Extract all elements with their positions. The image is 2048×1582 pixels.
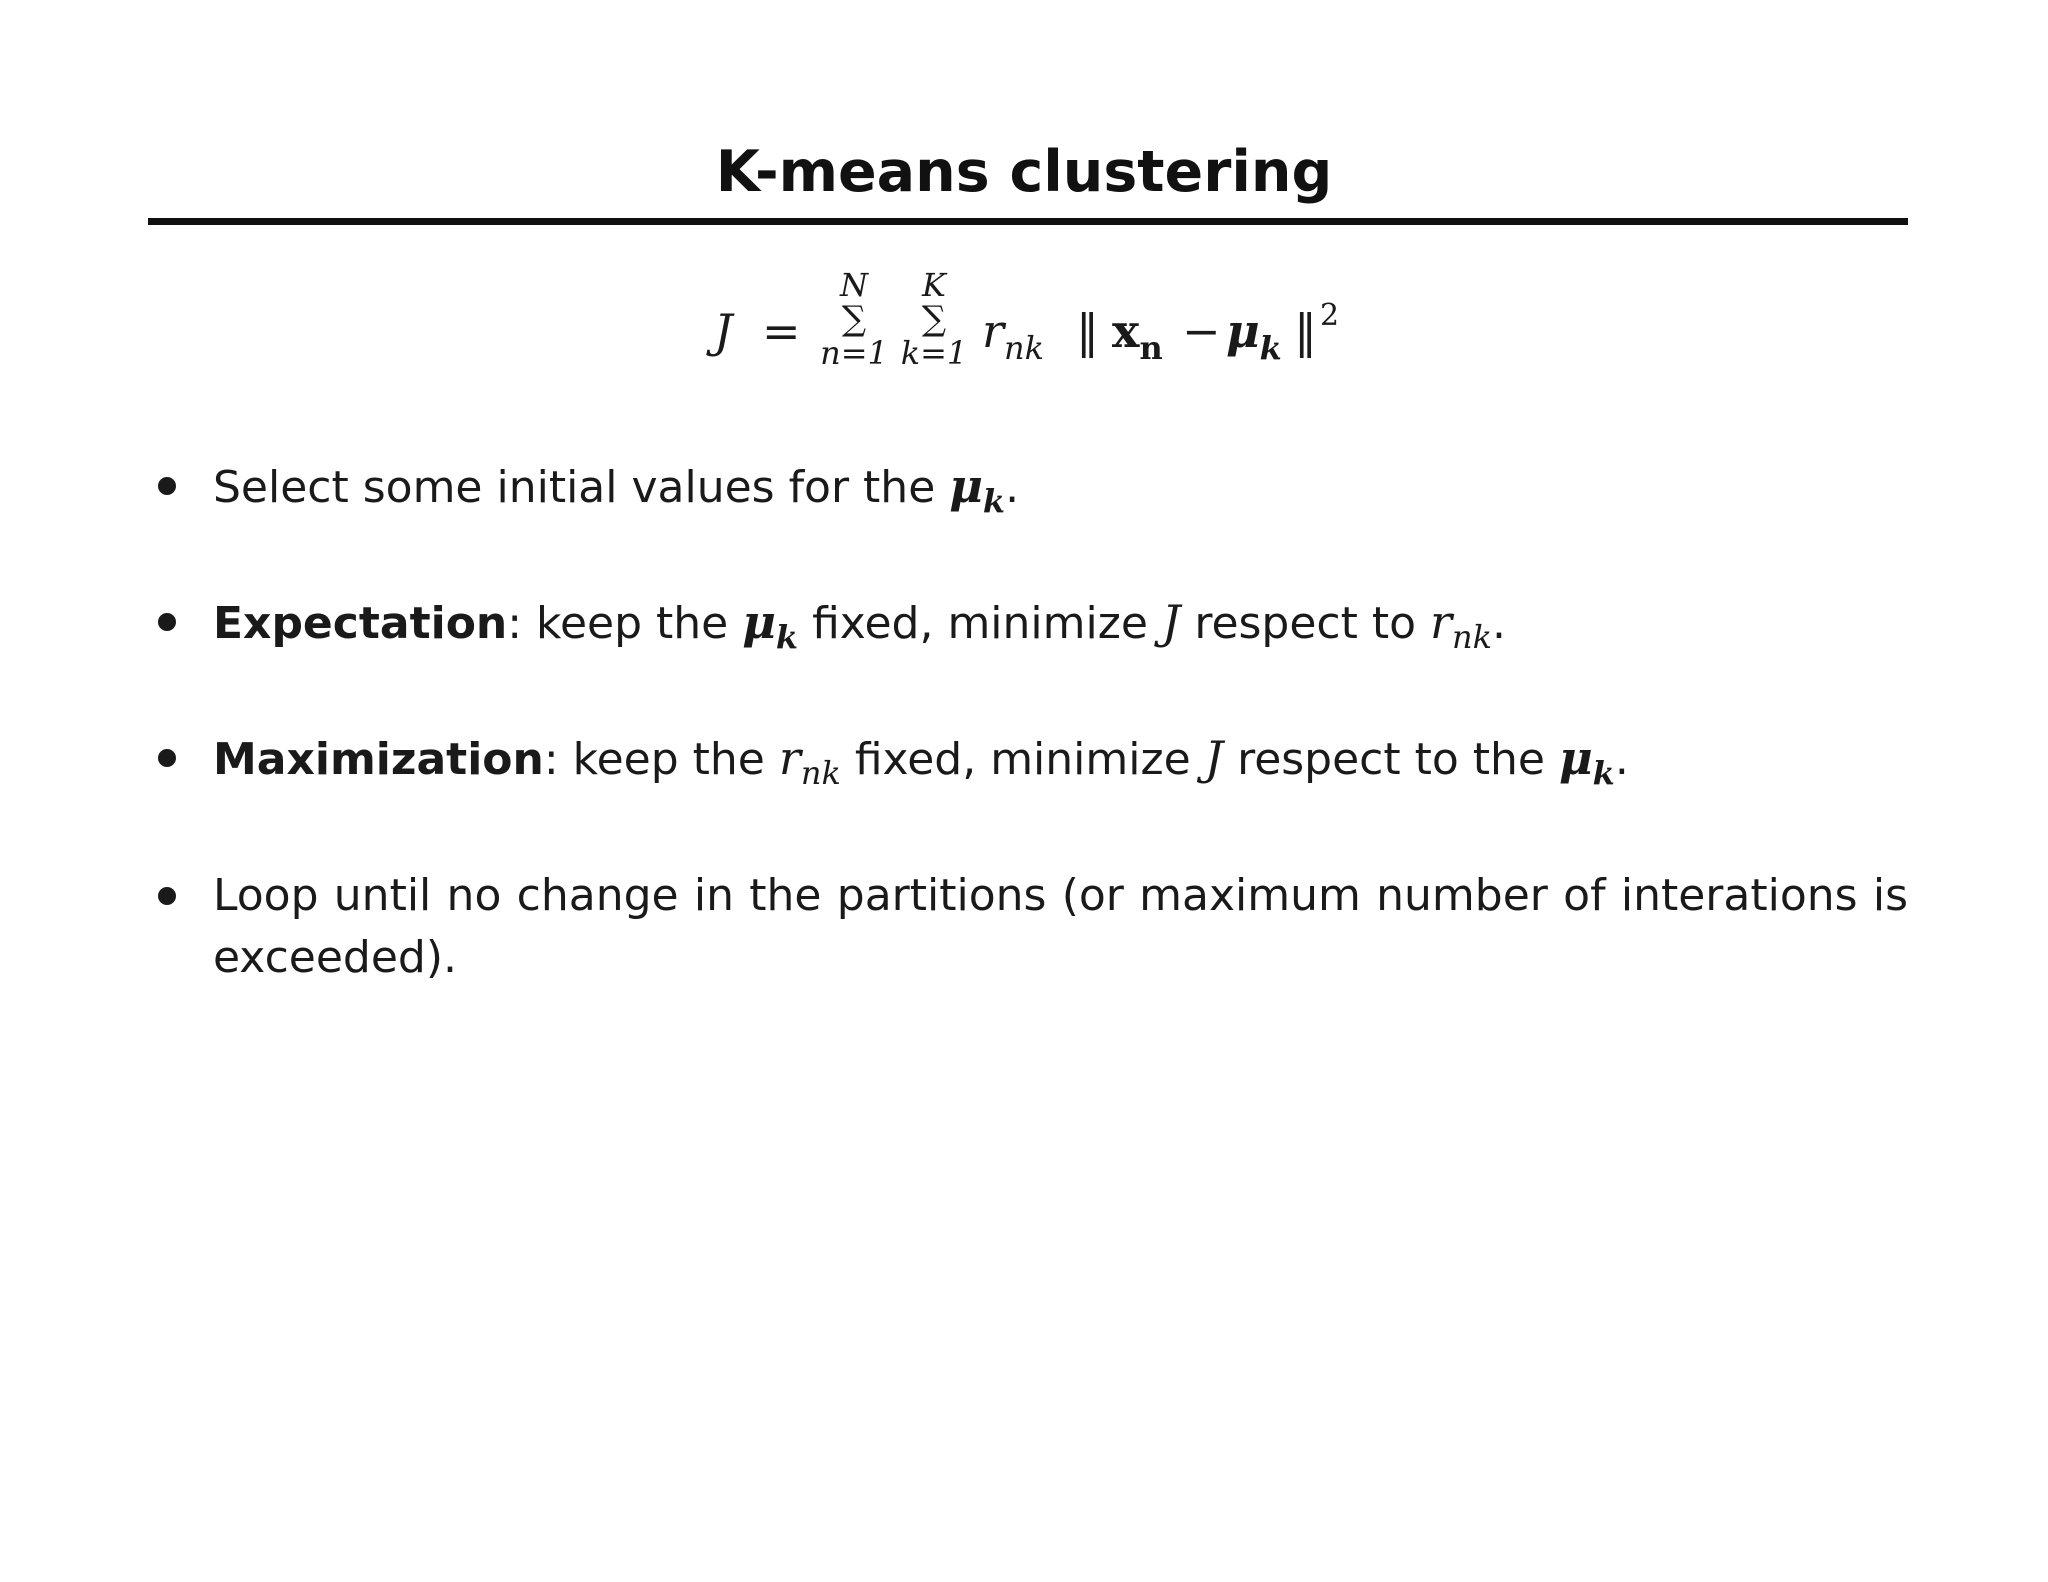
slide-title: K-means clustering xyxy=(715,139,1333,205)
eq-sum-n-upper: N xyxy=(840,266,868,304)
eq-mu-symbol: μ xyxy=(1226,304,1260,358)
bullet-dot xyxy=(158,613,176,631)
bullet-text: Maximization: keep the $r_{nk}$ fixed, minimize J respect to the $\mu_k$. xyxy=(213,731,1629,792)
bullet-dot xyxy=(158,749,176,767)
eq-minus: − xyxy=(1182,304,1221,358)
bullet-dot xyxy=(158,887,176,905)
eq-sum-k-symbol: ∑ xyxy=(921,299,947,339)
eq-sum-n-lower: n=1 xyxy=(820,334,888,372)
eq-sum-n xyxy=(814,268,894,370)
eq-sum-k xyxy=(894,268,974,370)
eq-mu xyxy=(1226,304,1282,367)
keyword-expectation: Expectation xyxy=(213,598,508,649)
bullet-text: Expectation: keep the $\mu_k$ fixed, minimize J respect to $r_{nk}$. xyxy=(213,595,1507,656)
eq-norm-close: ‖ xyxy=(1294,304,1317,358)
eq-norm-open: ‖ xyxy=(1076,304,1099,358)
bullet-text: Select some initial values for the $\mu_k$. xyxy=(213,459,1020,520)
eq-sum-k-lower: k=1 xyxy=(900,334,968,372)
eq-sum-n-symbol: ∑ xyxy=(841,299,867,339)
eq-lhs: J xyxy=(714,304,733,358)
eq-sum-k-upper: K xyxy=(922,266,946,304)
bullet-dot xyxy=(158,477,176,495)
eq-x-symbol: x xyxy=(1112,304,1140,358)
eq-r-sub: nk xyxy=(1004,329,1044,367)
bullet-text: Loop until no change in the partitions (or maximum number of interations is exceeded). xyxy=(213,870,1908,983)
eq-exponent: 2 xyxy=(1320,298,1340,333)
title-divider xyxy=(148,218,1908,225)
eq-weight xyxy=(982,304,1044,367)
eq-x-sub: n xyxy=(1139,329,1163,367)
eq-x xyxy=(1112,304,1163,367)
eq-mu-sub: k xyxy=(1259,329,1282,367)
keyword-maximization: Maximization xyxy=(213,734,544,785)
eq-equals: = xyxy=(762,304,801,358)
eq-r: r xyxy=(982,304,1004,358)
